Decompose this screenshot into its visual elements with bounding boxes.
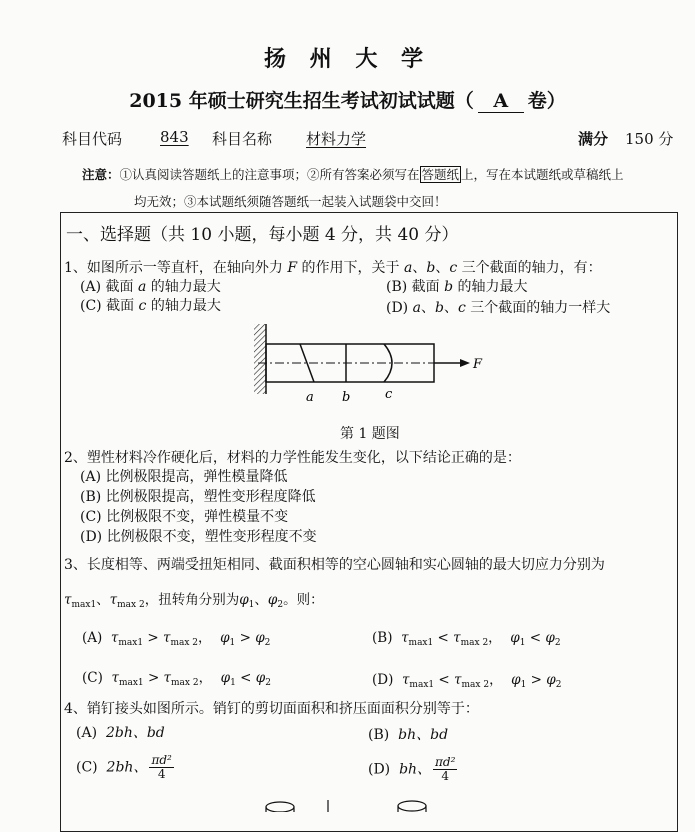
q2-option-c[interactable]: (C) 比例极限不变，弹性模量不变: [80, 509, 289, 525]
q3-option-c[interactable]: (C) $\tau_{max1} > \tau_{max 2}$， $\varphi_1 < \varphi_2$: [82, 670, 271, 688]
q4-option-b-text: bh、bd: [398, 727, 449, 743]
q1-option-a-var: a: [137, 279, 147, 295]
q3-stem-line-2: [64, 588, 324, 610]
q3-relation: <: [437, 630, 449, 646]
notice-text-a: ①认真阅读答题纸上的注意事项；②所有答案必须写在: [119, 167, 420, 182]
q3-tau: τ: [453, 630, 461, 646]
q3-sub: 2: [554, 638, 561, 648]
q1-stem-part: 的作用下，关于: [297, 260, 404, 276]
full-score-label: 满分: [578, 130, 609, 148]
q3-sub: 2: [264, 638, 271, 648]
q3-option-label: (C): [82, 670, 103, 686]
q3-option-label: (D): [372, 672, 394, 688]
q4-option-label: (C): [76, 759, 98, 776]
q3-tau: τ: [454, 672, 462, 688]
q4-option-c[interactable]: [76, 754, 174, 781]
q3-phi: φ: [511, 672, 521, 688]
pin-left-top: [266, 802, 294, 812]
q4-option-a-text: 2bh、bd: [105, 725, 165, 741]
q4-option-d-text: bh、: [399, 761, 432, 778]
q3-option-label: (B): [372, 630, 393, 646]
q3-sub: 1: [248, 600, 255, 610]
fixed-wall-hatch: [254, 324, 266, 394]
q1-stem-var: c: [449, 260, 458, 276]
q3-sub: max 2: [461, 680, 490, 690]
q3-relation: >: [147, 670, 160, 686]
q1-stem-part: 三个截面的轴力，有：: [457, 260, 602, 276]
q3-sub: 2: [277, 600, 284, 610]
q3-sub: 1: [230, 678, 236, 688]
q1-option-b[interactable]: [386, 276, 528, 296]
q2-option-b[interactable]: (B) 比例极限提高，塑性变形程度降低: [80, 489, 316, 505]
q4-figure-partial: [250, 798, 450, 812]
q4-option-label: (B): [368, 727, 390, 743]
q1-figure-caption: 第 1 题图: [340, 426, 400, 442]
q1-option-d-var: c: [457, 300, 466, 316]
q3-sub: max1: [409, 680, 435, 690]
fig-label-a: a: [306, 390, 314, 405]
q3-tau: τ: [109, 592, 118, 608]
subject-code-label: 科目代码: [62, 130, 123, 148]
q1-option-b-text: (B) 截面: [386, 279, 445, 295]
q3-sub: max1: [408, 638, 434, 648]
q4-fraction-num: πd²: [435, 755, 456, 769]
q1-option-c-text: (C) 截面: [80, 298, 139, 314]
q1-option-c[interactable]: [80, 295, 221, 315]
exam-title-prefix: 2015 年硕士研究生招生考试初试试题（: [129, 90, 474, 112]
q3-tau: τ: [401, 672, 410, 688]
notice-text-b: 上，写在本试题纸或草稿纸上: [461, 167, 624, 182]
q1-option-d-text: 、: [443, 300, 458, 316]
q1-stem-part: 1、如图所示一等直杆，在轴向外力: [64, 260, 288, 276]
q3-text: 。则：: [283, 592, 324, 608]
q1-stem-var: a: [403, 260, 413, 276]
exam-title-suffix: 卷）: [527, 90, 566, 112]
q3-sub: max 2: [117, 600, 145, 610]
exam-title: [0, 86, 695, 113]
q3-sub: 1: [519, 638, 526, 648]
q4-stem: 4、销钉接头如图所示。销钉的剪切面面积和挤压面面积分别等于：: [64, 701, 479, 717]
q3-text: ，扭转角分别为: [144, 592, 240, 608]
q3-sub: 2: [555, 680, 562, 690]
notice-label: 注意：: [82, 167, 120, 182]
subject-code: 843: [160, 128, 189, 146]
q2-option-a[interactable]: (A) 比例极限提高，弹性模量降低: [80, 469, 288, 485]
q3-phi: φ: [545, 630, 555, 646]
q1-option-a-text: 的轴力最大: [146, 279, 221, 295]
q3-phi: φ: [546, 672, 556, 688]
q3-relation: >: [530, 672, 542, 688]
q3-phi: φ: [255, 670, 266, 686]
q3-sub: max1: [118, 638, 144, 648]
q3-sub: max 2: [171, 678, 199, 688]
q3-sub: 2: [265, 678, 271, 688]
q3-phi: φ: [220, 670, 231, 686]
q4-fraction: [149, 754, 173, 781]
q4-fraction-den: 4: [157, 767, 166, 781]
q1-option-a[interactable]: [80, 276, 221, 296]
q4-option-d[interactable]: [368, 756, 457, 783]
q3-tau: τ: [162, 630, 171, 646]
q1-option-c-var: c: [138, 298, 147, 314]
q4-option-label: (D): [368, 761, 391, 778]
q1-stem-var: b: [426, 260, 436, 276]
q3-phi: φ: [239, 592, 249, 608]
subject-name: 材料力学: [306, 130, 367, 148]
q1-option-d-var: b: [434, 300, 444, 316]
q1-stem-part: 、: [435, 260, 450, 276]
q1-option-d-var: a: [412, 300, 421, 316]
q3-phi: φ: [220, 630, 230, 646]
q3-sub: max 2: [460, 638, 489, 648]
q3-sep: 、: [254, 592, 268, 608]
q3-tau: τ: [163, 670, 172, 686]
q3-option-d[interactable]: (D) $\tau_{max1} < \tau_{max 2}$， $\varphi_1 > \varphi_2$: [372, 672, 562, 690]
q3-phi: φ: [510, 630, 520, 646]
q1-stem-part: 、: [412, 260, 427, 276]
q3-relation: <: [240, 670, 252, 686]
q3-relation: >: [239, 630, 251, 646]
q1-option-d-text: 三个截面的轴力一样大: [465, 300, 611, 316]
q4-option-b[interactable]: [368, 724, 448, 744]
q3-phi: φ: [255, 630, 265, 646]
q3-sep: 、: [96, 592, 110, 608]
q3-sub: 1: [520, 680, 527, 690]
fig-label-c: c: [385, 387, 393, 402]
q1-option-b-text: 的轴力最大: [453, 279, 528, 295]
q3-tau: τ: [110, 630, 119, 646]
q4-option-a[interactable]: [76, 722, 165, 742]
q2-stem: 2、塑性材料冷作硬化后，材料的力学性能发生变化，以下结论正确的是：: [64, 450, 521, 466]
q4-fraction-den: 4: [441, 769, 450, 783]
full-score: 150 分: [625, 130, 674, 148]
q3-option-a[interactable]: (A) $\tau_{max1} > \tau_{max 2}$， $\varphi_1 > \varphi_2$: [82, 630, 271, 648]
q3-option-label: (A): [82, 630, 103, 646]
q1-option-d-text: (D): [386, 300, 413, 316]
q3-relation: <: [438, 672, 450, 688]
q3-tau: τ: [111, 670, 119, 686]
q1-option-d[interactable]: [386, 297, 610, 317]
subject-name-label: 科目名称: [212, 130, 273, 148]
notice-line-2: 均无效；③本试题纸须随答题纸一起装入试题袋中交回！: [134, 194, 447, 209]
q1-option-c-text: 的轴力最大: [146, 298, 221, 314]
q3-sub: max1: [118, 678, 144, 688]
q1-option-d-text: 、: [420, 300, 435, 316]
university-name: 扬 州 大 学: [264, 46, 431, 72]
q4-fraction-num: πd²: [151, 753, 172, 767]
fig-label-F: F: [473, 357, 483, 372]
notice-line-1: [82, 165, 624, 183]
answer-sheet-boxed: 答题纸: [421, 167, 460, 182]
q3-sub: max1: [71, 600, 97, 610]
q4-option-c-text: 2bh、: [106, 759, 148, 776]
q3-sub: max 2: [170, 638, 198, 648]
q3-tau: τ: [64, 592, 72, 608]
q3-option-b[interactable]: (B) $\tau_{max1} < \tau_{max 2}$， $\varphi_1 < \varphi_2$: [372, 630, 561, 648]
fig-label-b: b: [342, 390, 351, 405]
q3-phi: φ: [267, 592, 278, 608]
q1-option-b-var: b: [444, 279, 454, 295]
q1-option-a-text: (A) 截面: [80, 279, 138, 295]
paper-code: A: [478, 90, 524, 113]
q4-fraction: [433, 756, 457, 783]
section-1-title: 一、选择题（共 10 小题，每小题 4 分，共 40 分）: [66, 225, 459, 245]
q3-tau: τ: [401, 630, 409, 646]
q3-stem: 3、长度相等、两端受扭矩相同、截面积相等的空心圆轴和实心圆轴的最大切应力分别为: [64, 557, 605, 573]
q2-option-d[interactable]: (D) 比例极限不变，塑性变形程度不变: [80, 529, 317, 545]
q3-sub: 1: [229, 638, 236, 648]
q1-stem: [64, 257, 602, 277]
q1-figure: [248, 318, 488, 408]
pin-right-top: [398, 801, 426, 811]
q3-relation: <: [529, 630, 542, 646]
force-arrow-head: [460, 359, 470, 367]
q3-relation: >: [147, 630, 159, 646]
q4-option-label: (A): [76, 725, 98, 741]
q1-stem-var: F: [287, 260, 298, 276]
